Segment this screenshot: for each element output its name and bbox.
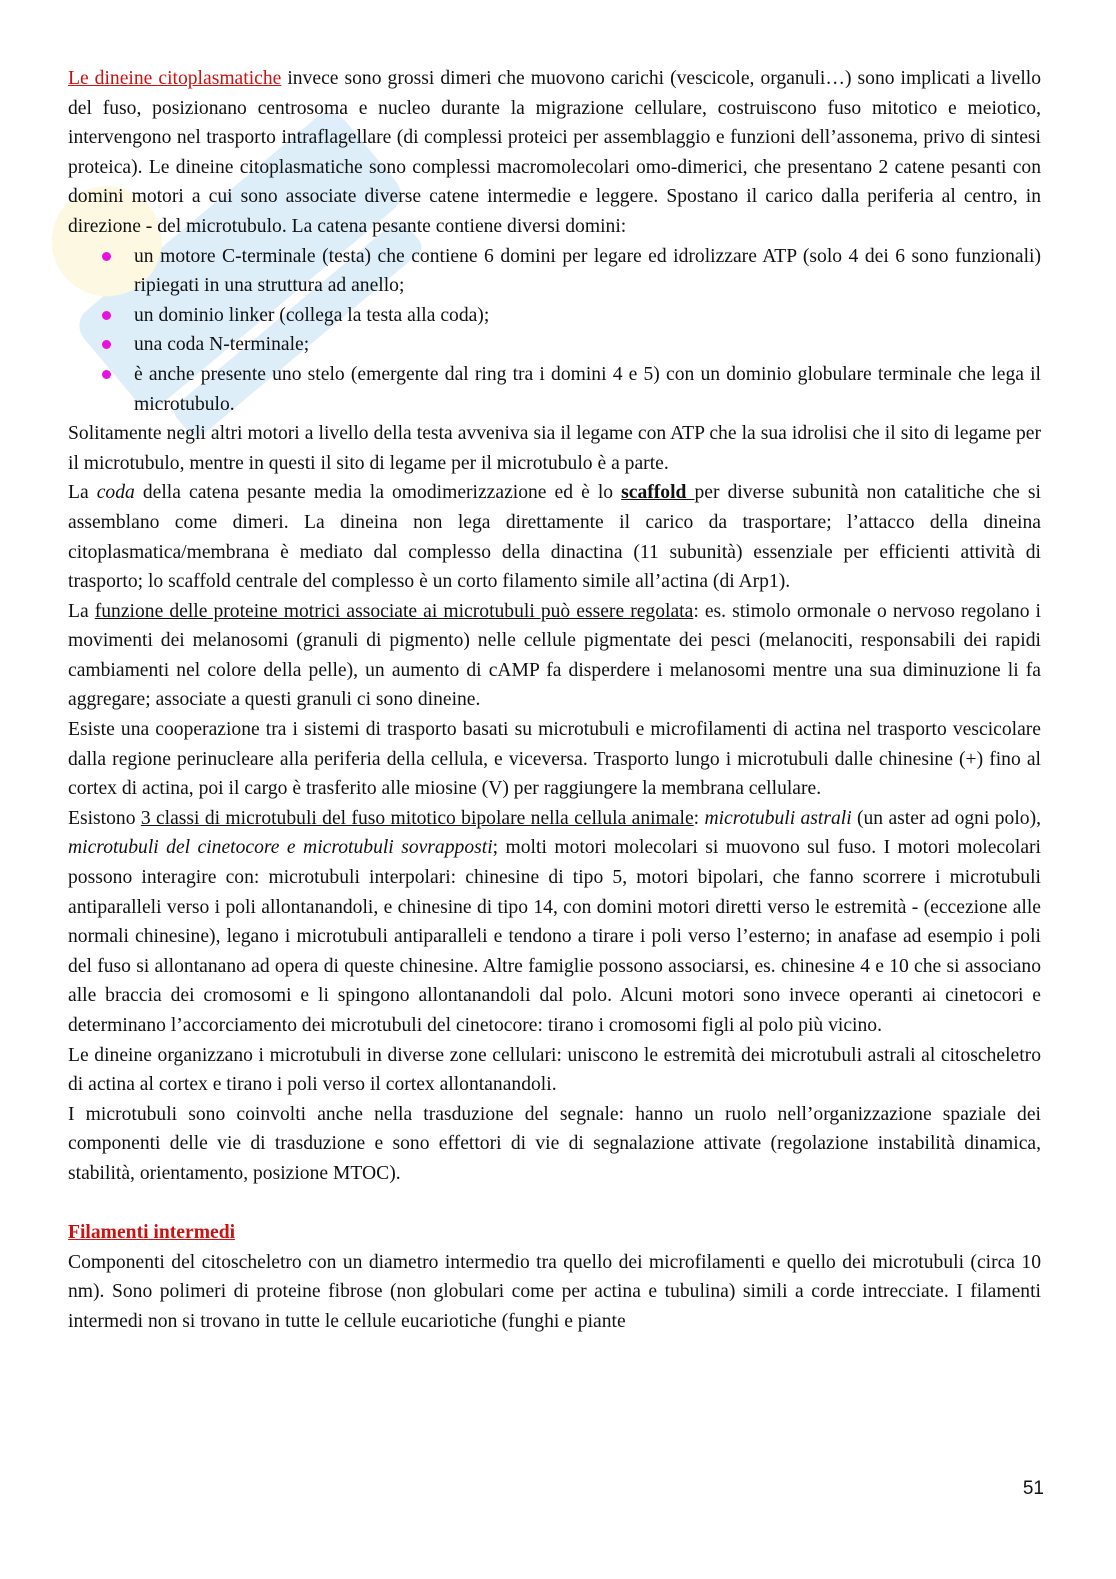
list-item: un motore C-terminale (testa) che contiene 6 domini per legare ed idrolizzare ATP (solo 4 dei 6 sono funzionali) ripiegati in una struttura ad anello; [134,242,1041,301]
bullet-dot-icon [102,340,111,349]
bullet-dot-icon [102,311,111,320]
paragraph-fuso: Esistono 3 classi di microtubuli del fuso mitotico bipolare nella cellula animale: microtubuli astrali (un aster ad ogni polo), microtubuli del cinetocore e microtubuli sovrapposti; molti motori molecolari si muovono sul fuso. I motori molecolari possono interagire con: microtubuli interpolari: chinesine di tipo 5, motori bipolari, che fanno scorrere i microtubuli antiparalleli verso i poli allontanandoli, e chinesine di tipo 14, con domini motori diretti verso le estremità - (eccezione alle normali chinesine), legano i microtubuli antiparalleli e tendono a tirare i poli verso l’esterno; in anafase ad esempio i poli del fuso si allontanano ad opera di queste chinesine. Altre famiglie possono associarsi, es. chinesine 4 e 10 che si associano alle braccia dei cromosomi e li spingono allontanandoli dal polo. Alcuni motori sono invece operanti ai cinetocori e determinano l’accorciamento dei microtubuli del cinetocore: tirano i cromosomi figli al polo più vicino. [68,807,1042,1036]
paragraph-trasduzione: I microtubuli sono coinvolti anche nella trasduzione del segnale: hanno un ruolo nell’organizzazione spaziale dei componenti delle vie di trasduzione e sono effettori di vie di segnalazione attivate (regolazione instabilità dinamica, stabilità, orientamento, posizione MTOC). [68,1103,1041,1184]
bullet-dot-icon [102,252,111,261]
paragraph-dineine-organizzano: Le dineine organizzano i microtubuli in diverse zone cellulari: uniscono le estremità dei microtubuli astrali al citoscheletro di actina al cortex e tirano i poli verso il cortex allontanandoli. [68,1044,1041,1096]
page-number: 51 [1022,1478,1044,1499]
list-item: un dominio linker (collega la testa alla coda); [134,301,1041,331]
document-body [68,64,1041,1337]
domain-list [68,242,1041,420]
paragraph-legame: Solitamente negli altri motori a livello della testa avveniva sia il legame con ATP che la sua idrolisi che il sito di legame per il microtubulo, mentre in questi il sito di legame per il microtubulo è a parte. [68,423,1041,474]
paragraph-regolazione: La funzione delle proteine motrici associate ai microtubuli può essere regolata: es. stimolo ormonale o nervoso regolano i movimenti dei melanosomi (granuli di pigmento) nelle cellule pigmentate dei pesci (melanociti, responsabili dei rapidi cambiamenti nel colore della pelle), un aumento di cAMP fa disperdere i melanosomi mentre una sua diminuzione li fa aggregare; associate a questi granuli ci sono dineine. [68,600,1041,711]
list-item: è anche presente uno stelo (emergente dal ring tra i domini 4 e 5) con un dominio globulare terminale che lega il microtubulo. [134,360,1041,419]
bullet-dot-icon [102,370,111,379]
paragraph-coda: La coda della catena pesante media la omodimerizzazione ed è lo scaffold per diverse subunità non catalitiche che si assemblano come dimeri. La dineina non lega direttamente il carico da trasportare; l’attacco della dineina citoplasmatica/membrana è mediato dal complesso della dinactina (11 subunità) essenziale per efficienti attività di trasporto; lo scaffold centrale del complesso è un corto filamento simile all’actina (di Arp1). [68,482,1041,593]
spacer [68,1189,1041,1219]
paragraph-dineine: Le dineine citoplasmatiche invece sono grossi dimeri che muovono carichi (vescicole, organuli…) sono implicati a livello del fuso, posizionano centrosoma e nucleo durante la migrazione cellulare, costruiscono fuso mitotico e meiotico, intervengono nel trasporto intraflagellare (di complessi proteici per assemblaggio e funzioni dell’assonema, privo di sintesi proteica). Le dineine citoplasmatiche sono complessi macromolecolari omo-dimerici, che presentano 2 catene pesanti con domini motori a cui sono associate diverse catene intermedie e leggere. Spostano il carico dalla periferia al centro, in direzione - del microtubulo. La catena pesante contiene diversi domini: [68,68,1041,237]
paragraph-filamenti: Componenti del citoscheletro con un diametro intermedio tra quello dei microfilamenti e quello dei microtubuli (circa 10 nm). Sono polimeri di proteine fibrose (non globulari come per actina e tubulina) simili a corde intrecciate. I filamenti intermedi non si trovano in tutte le cellule eucariotiche (funghi e piante [68,1251,1041,1332]
section-title: Filamenti intermedi [68,1222,236,1244]
dineine-citoplasmatiche-link: Le dineine citoplasmatiche [68,68,282,89]
paragraph-cooperazione: Esiste una cooperazione tra i sistemi di trasporto basati su microtubuli e microfilamenti di actina nel trasporto vescicolare dalla regione perinucleare alla periferia della cellula, e viceversa. Trasporto lungo i microtubuli dalle chinesine (+) fino al cortex di actina, poi il cargo è trasferito alle miosine (V) per raggiungere la membrana cellulare. [68,719,1041,800]
list-item: una coda N-terminale; [134,330,1041,360]
